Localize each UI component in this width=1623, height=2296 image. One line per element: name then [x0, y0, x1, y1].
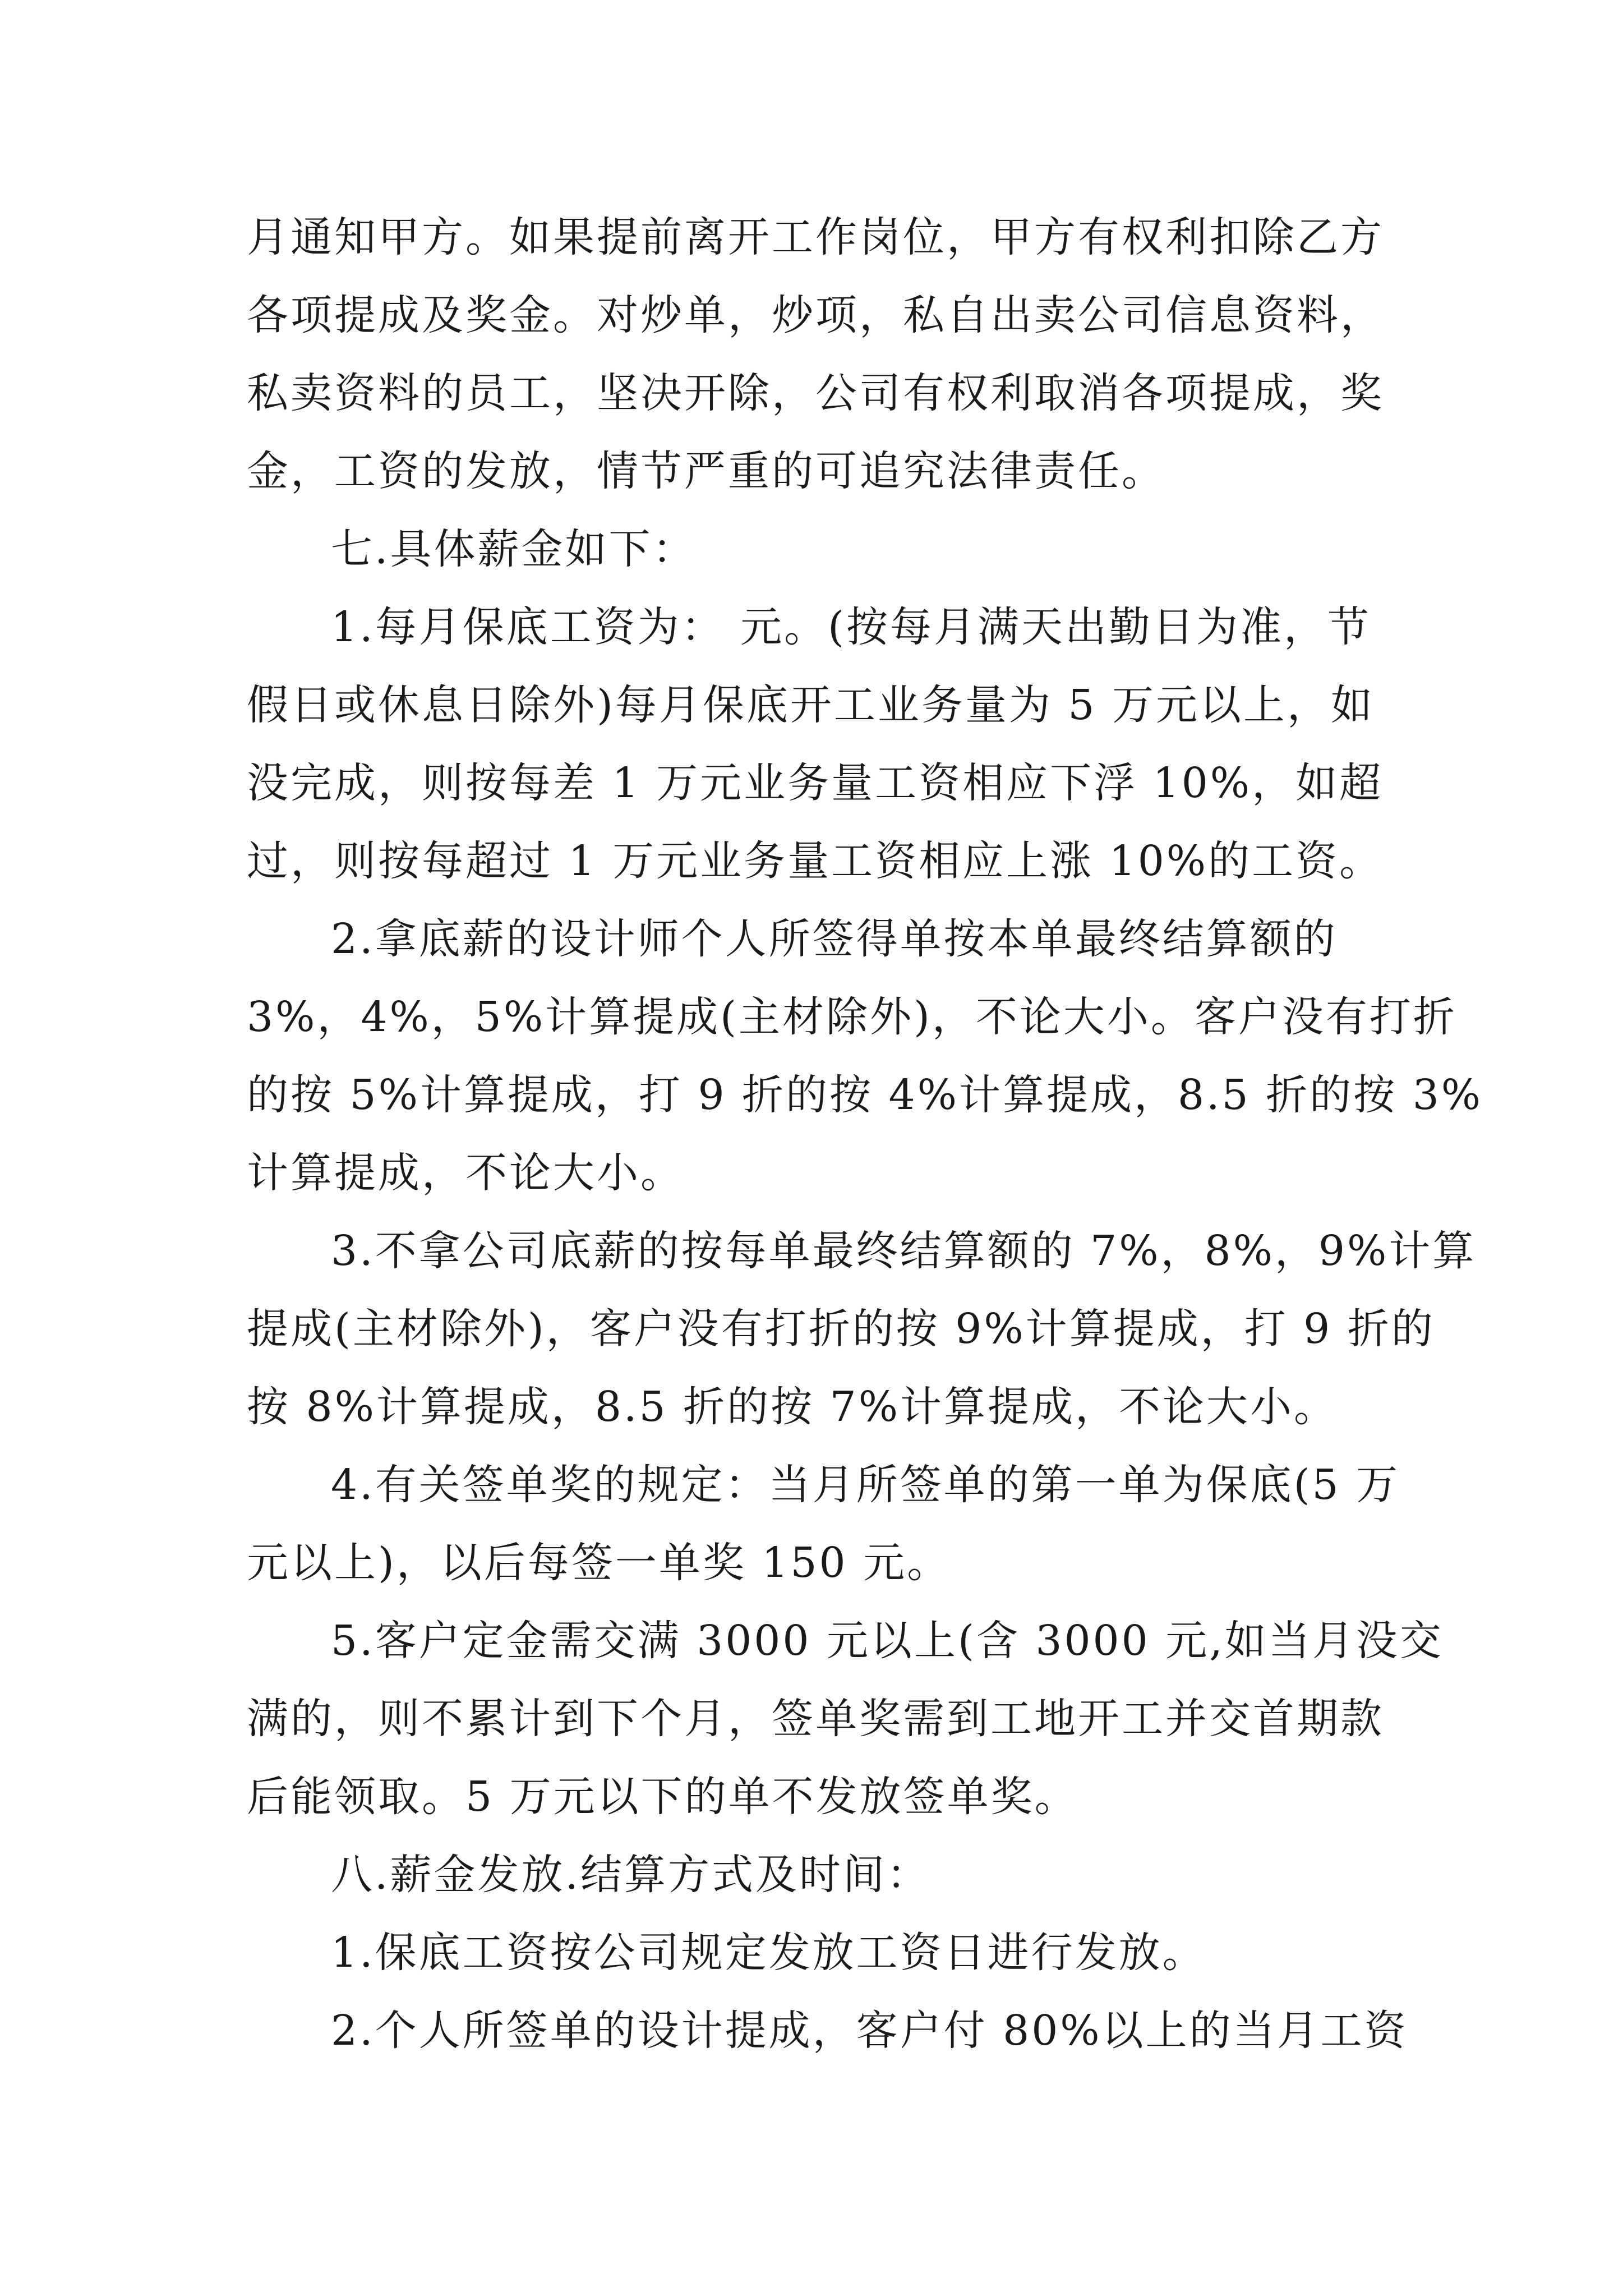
section-heading: 八.薪金发放.结算方式及时间：	[331, 1851, 931, 1899]
paragraph-line: 3%，4%，5%计算提成(主材除外)，不论大小。客户没有打折	[247, 993, 1457, 1041]
paragraph-line: 提成(主材除外)，客户没有打折的按 9%计算提成，打 9 折的	[247, 1305, 1435, 1353]
paragraph-line: 的按 5%计算提成，打 9 折的按 4%计算提成，8.5 折的按 3%	[247, 1071, 1483, 1119]
paragraph-line: 5.客户定金需交满 3000 元以上(含 3000 元,如当月没交	[331, 1617, 1444, 1665]
paragraph-line: 元以上)，以后每签一单奖 150 元。	[247, 1539, 951, 1587]
paragraph-line: 月通知甲方。如果提前离开工作岗位，甲方有权利扣除乙方	[247, 213, 1384, 261]
paragraph-line: 假日或休息日除外)每月保底开工业务量为 5 万元以上，如	[247, 681, 1375, 729]
paragraph-line: 私卖资料的员工，坚决开除，公司有权利取消各项提成，奖	[247, 369, 1384, 417]
paragraph-line: 2.拿底薪的设计师个人所签得单按本单最终结算额的	[331, 915, 1338, 963]
paragraph-line: 满的，则不累计到下个月，签单奖需到工地开工并交首期款	[247, 1695, 1384, 1743]
paragraph-line: 3.不拿公司底薪的按每单最终结算额的 7%，8%，9%计算	[331, 1227, 1477, 1275]
paragraph-line: 1.每月保底工资为： 元。(按每月满天出勤日为准，节	[331, 603, 1371, 651]
paragraph-line: 各项提成及奖金。对炒单，炒项，私自出卖公司信息资料，	[247, 291, 1384, 339]
paragraph-line: 过，则按每超过 1 万元业务量工资相应上涨 10%的工资。	[247, 837, 1384, 885]
paragraph-line: 计算提成，不论大小。	[247, 1149, 684, 1197]
paragraph-line: 2.个人所签单的设计提成，客户付 80%以上的当月工资	[331, 2007, 1408, 2055]
paragraph-line: 金，工资的发放，情节严重的可追究法律责任。	[247, 447, 1165, 495]
paragraph-line: 后能领取。5 万元以下的单不发放签单奖。	[247, 1773, 1078, 1821]
paragraph-line: 按 8%计算提成，8.5 折的按 7%计算提成，不论大小。	[247, 1383, 1338, 1431]
paragraph-line: 1.保底工资按公司规定发放工资日进行发放。	[331, 1929, 1206, 1977]
section-heading: 七.具体薪金如下：	[331, 525, 697, 573]
paragraph-line: 4.有关签单奖的规定：当月所签单的第一单为保底(5 万	[331, 1461, 1400, 1509]
paragraph-line: 没完成，则按每差 1 万元业务量工资相应下浮 10%，如超	[247, 759, 1384, 807]
